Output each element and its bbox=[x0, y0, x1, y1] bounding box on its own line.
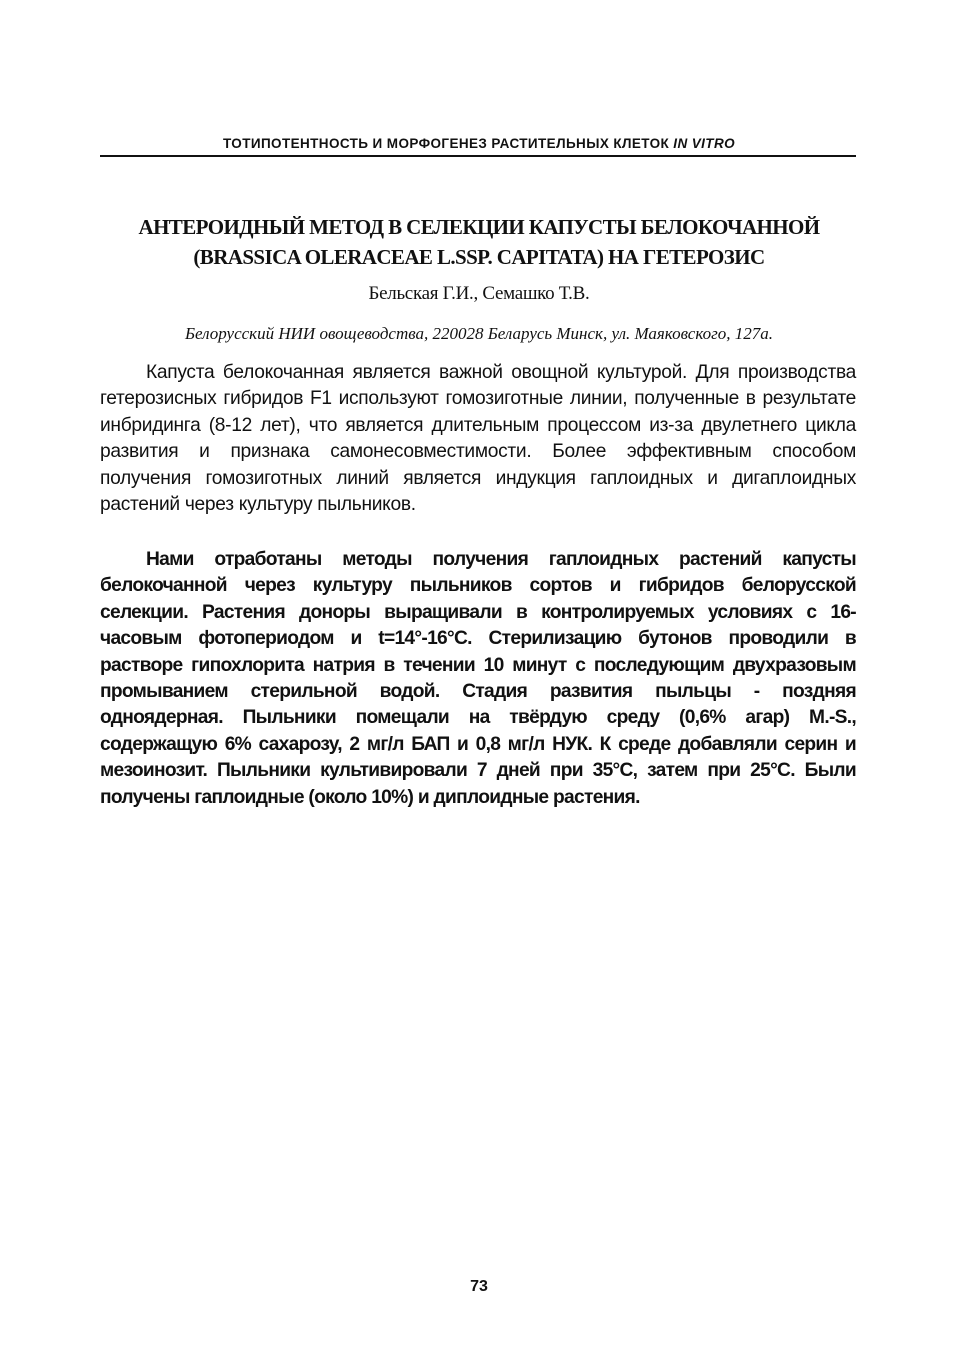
body-paragraph-1: Капуста белокочанная является важной овощной культурой. Для производства гетерозисных гибридов F1 используют гомозиготные линии, полученные в результате инбридинга (8-12 лет), что является длительным процессом из-за двулетнего цикла развития и признака самонесовместимости. Более эффективным способом получения гомозиготных линий является индукция гаплоидных и дигаплоидных растений через культуру пыльников. bbox=[100, 362, 856, 516]
running-header-main: ТОТИПОТЕНТНОСТЬ И МОРФОГЕНЕЗ РАСТИТЕЛЬНЫХ КЛЕТОК bbox=[222, 136, 674, 151]
header-rule bbox=[100, 155, 856, 157]
page-number: 73 bbox=[470, 1278, 488, 1295]
article-title bbox=[102, 212, 856, 272]
article-title-line2: (BRASSICA OLERACEAE L.SSP. CAPITATA) НА ГЕТЕРОЗИС bbox=[193, 245, 765, 269]
article-authors: Бельская Г.И., Семашко Т.В. bbox=[368, 283, 590, 304]
body-paragraph-2: Нами отработаны методы получения гаплоидных растений капусты белокочанной через культуру пыльников сортов и гибридов белорусской селекции. Растения доноры выращивали в контролируемых условиях с 16-часовым фотопериодом и t=14°-16°С. Стерилизацию бутонов проводили в растворе гипохлорита натрия в течении 10 минут с последующим двухразовым промыванием стерильной водой. Стадия развития пыльцы - поздняя одноядерная. Пыльники помещали на твёрдую среду (0,6% агар) M.-S., содержащую 6% сахарозу, 2 мг/л БАП и 0,8 мг/л НУК. К среде добавляли серин и мезоинозит. Пыльники культивировали 7 дней при 35°С, затем при 25°С. Были получены гаплоидные (около 10%) и диплоидные растения. bbox=[100, 549, 856, 808]
running-header-italic: IN VITRO bbox=[673, 136, 735, 151]
running-header bbox=[102, 136, 856, 151]
article-title-line1: АНТЕРОИДНЫЙ МЕТОД В СЕЛЕКЦИИ КАПУСТЫ БЕЛОКОЧАННОЙ bbox=[138, 215, 820, 239]
article-affiliation: Белорусский НИИ овощеводства, 220028 Беларусь Минск, ул. Маяковского, 127а. bbox=[184, 324, 774, 343]
